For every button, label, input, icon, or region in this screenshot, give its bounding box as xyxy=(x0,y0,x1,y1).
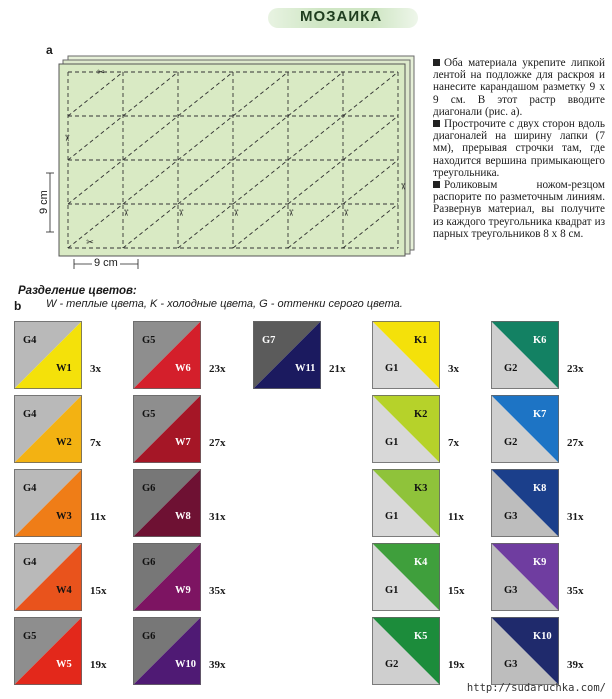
instruction-paragraph-1: Оба материала укрепите липкой лентой на подложке для раскроя и нанесите карандашом разметку 9 х 9 см. В этот растр вводите диагонали (рис. а). xyxy=(433,57,605,118)
swatch-code-label: G2 xyxy=(504,437,518,448)
scissors-icon: ✂ xyxy=(176,209,186,217)
source-url: http://sudaruchka.com/ xyxy=(466,682,606,694)
swatch-count: 31x xyxy=(209,511,226,523)
swatch-count: 31x xyxy=(567,511,584,523)
swatch-code-label: G6 xyxy=(142,483,156,494)
color-swatch xyxy=(133,543,201,611)
swatch-count: 39x xyxy=(209,659,226,671)
color-swatch xyxy=(491,617,559,685)
color-swatch xyxy=(133,395,201,463)
swatch-code-label: G7 xyxy=(262,335,276,346)
swatch-code-label: G1 xyxy=(385,585,399,596)
color-swatch xyxy=(491,321,559,389)
color-swatch xyxy=(491,543,559,611)
swatch-code-label: G5 xyxy=(142,335,156,346)
swatch-code-label: W2 xyxy=(56,437,72,448)
swatch-count: 3x xyxy=(90,363,101,375)
bullet-icon xyxy=(433,181,440,188)
page-title: МОЗАИКА xyxy=(300,8,383,25)
swatch-code-label: G1 xyxy=(385,363,399,374)
swatch-count: 27x xyxy=(567,437,584,449)
color-swatch xyxy=(14,617,82,685)
dim-label-horizontal: 9 cm xyxy=(94,257,118,269)
swatch-count: 15x xyxy=(90,585,107,597)
swatch-code-label: K6 xyxy=(533,335,547,346)
swatch-count: 35x xyxy=(567,585,584,597)
color-swatch xyxy=(372,321,440,389)
swatch-code-label: G5 xyxy=(142,409,156,420)
swatch-code-label: G5 xyxy=(23,631,37,642)
color-swatch xyxy=(14,395,82,463)
color-swatch xyxy=(491,469,559,537)
figure-label-a: a xyxy=(46,43,53,57)
instruction-paragraph-3: Роликовым ножом-резцом распорите по разметочным линиям. Развернув материал, вы получите из каждого треугольника квадрат из парных треугольников 8 х 8 см. xyxy=(433,179,605,240)
instruction-paragraph-2: Прострочите с двух сторон вдоль диагоналей на ширину лапки (7 мм), прерывая строчки там, где находится вершина примыкающего треугольника. xyxy=(433,118,605,179)
color-swatch xyxy=(133,469,201,537)
swatch-code-label: K8 xyxy=(533,483,547,494)
swatch-count: 35x xyxy=(209,585,226,597)
scissors-icon: ✂ xyxy=(398,182,408,191)
swatch-code-label: G2 xyxy=(385,659,399,670)
color-swatch xyxy=(133,617,201,685)
swatch-code-label: G3 xyxy=(504,511,518,522)
swatch-count: 3x xyxy=(448,363,459,375)
swatch-count: 27x xyxy=(209,437,226,449)
legend-title: Разделение цветов: xyxy=(18,285,137,297)
color-swatch xyxy=(14,543,82,611)
swatch-code-label: G3 xyxy=(504,659,518,670)
swatch-code-label: K3 xyxy=(414,483,428,494)
scissors-icon: ✂ xyxy=(97,67,105,77)
color-swatch xyxy=(372,469,440,537)
swatch-count: 39x xyxy=(567,659,584,671)
swatch-code-label: G2 xyxy=(504,363,518,374)
swatch-code-label: G1 xyxy=(385,511,399,522)
swatch-code-label: W4 xyxy=(56,585,72,596)
color-swatch xyxy=(372,395,440,463)
swatch-count: 19x xyxy=(448,659,465,671)
color-swatch xyxy=(133,321,201,389)
swatch-count: 21x xyxy=(329,363,346,375)
swatch-code-label: G6 xyxy=(142,631,156,642)
swatch-code-label: K7 xyxy=(533,409,547,420)
swatch-code-label: K1 xyxy=(414,335,428,346)
bullet-icon xyxy=(433,59,440,66)
page-header xyxy=(0,0,612,34)
scissors-icon: ✂ xyxy=(341,209,351,217)
swatch-code-label: K10 xyxy=(533,631,552,642)
swatch-code-label: K9 xyxy=(533,557,547,568)
swatch-count: 7x xyxy=(90,437,101,449)
color-swatch xyxy=(253,321,321,389)
color-swatch xyxy=(14,321,82,389)
swatch-count: 11x xyxy=(448,511,464,523)
color-swatch xyxy=(491,395,559,463)
swatch-count: 11x xyxy=(90,511,106,523)
scissors-icon: ✂ xyxy=(286,209,296,217)
swatch-code-label: W5 xyxy=(56,659,72,670)
swatch-code-label: G4 xyxy=(23,483,37,494)
swatch-code-label: W11 xyxy=(295,363,316,374)
swatch-code-label: K4 xyxy=(414,557,428,568)
scissors-icon: ✂ xyxy=(62,134,72,142)
swatch-code-label: W7 xyxy=(175,437,191,448)
swatch-code-label: W9 xyxy=(175,585,191,596)
swatch-code-label: G4 xyxy=(23,335,37,346)
swatch-code-label: K5 xyxy=(414,631,428,642)
color-swatch xyxy=(372,543,440,611)
swatch-count: 19x xyxy=(90,659,107,671)
swatch-code-label: G1 xyxy=(385,437,399,448)
swatch-code-label: W10 xyxy=(175,659,196,670)
instructions-text xyxy=(433,57,605,240)
dim-label-vertical: 9 cm xyxy=(38,190,50,214)
color-swatch xyxy=(372,617,440,685)
scissors-icon: ✂ xyxy=(121,209,131,217)
bullet-icon xyxy=(433,120,440,127)
scissors-icon: ✂ xyxy=(86,237,94,247)
swatch-count: 23x xyxy=(209,363,226,375)
swatch-code-label: K2 xyxy=(414,409,428,420)
swatch-count: 15x xyxy=(448,585,465,597)
swatch-count: 7x xyxy=(448,437,459,449)
swatch-code-label: W6 xyxy=(175,363,191,374)
swatch-code-label: G4 xyxy=(23,409,37,420)
swatch-code-label: G6 xyxy=(142,557,156,568)
figure-a-cutting-grid xyxy=(38,46,426,286)
legend-description: W - теплые цвета, K - холодные цвета, G - оттенки серого цвета. xyxy=(46,298,403,310)
swatch-count: 23x xyxy=(567,363,584,375)
swatch-code-label: G3 xyxy=(504,585,518,596)
swatch-code-label: G4 xyxy=(23,557,37,568)
swatch-code-label: W3 xyxy=(56,511,72,522)
grid-illustration xyxy=(46,46,426,286)
swatch-code-label: W8 xyxy=(175,511,191,522)
scissors-icon: ✂ xyxy=(231,209,241,217)
swatch-code-label: W1 xyxy=(56,363,72,374)
color-swatch xyxy=(14,469,82,537)
figure-label-b: b xyxy=(14,299,22,313)
